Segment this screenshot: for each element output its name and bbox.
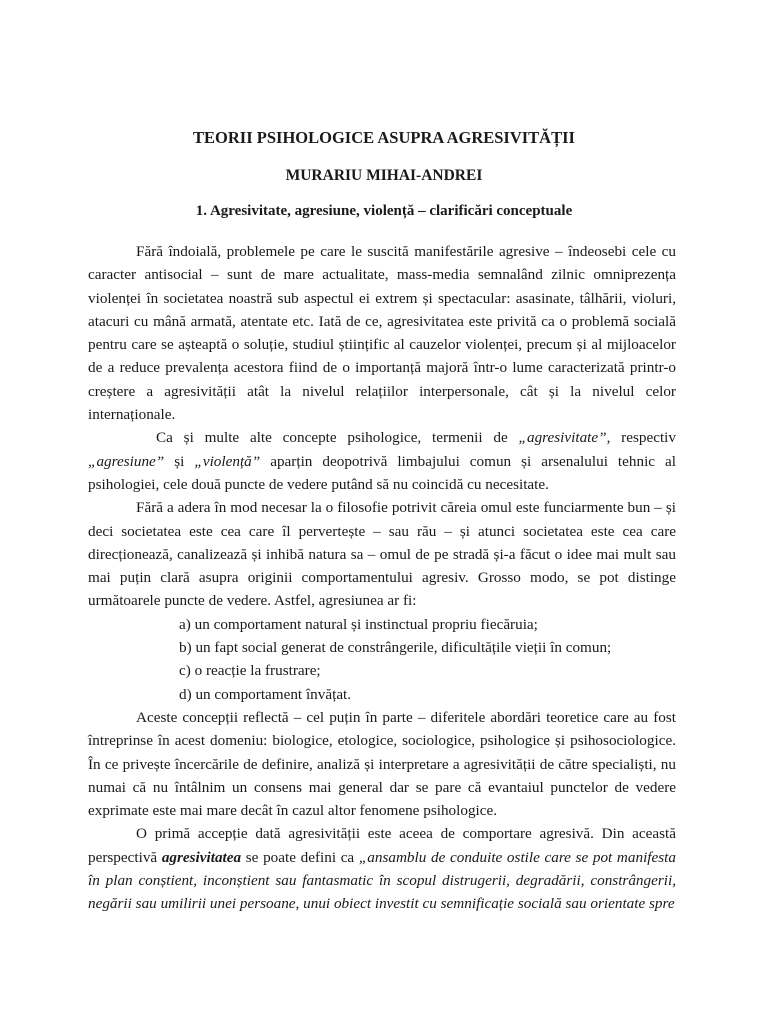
paragraph-3: Fără a adera în mod necesar la o filosofie potrivit căreia omul este funciarmente bun – și deci societatea este cea care îl pervertește – sau rău – și atunci societatea este cea care direcționează, canalizează și inhibă natura sa – omul de pe stradă și-a făcut o idee mai mult sau mai puțin clară asupra originii comportamentului agresiv. Grosso modo, se pot distinge următoarele puncte de vedere. Astfel, agresiunea ar fi: xyxy=(88,499,676,610)
text-run: Ca și multe alte concepte psihologice, termenii de xyxy=(156,429,519,447)
document-title: TEORII PSIHOLOGICE ASUPRA AGRESIVITĂȚII xyxy=(193,128,575,147)
aggression-views-list xyxy=(88,613,676,706)
definition-quote: „ansamblu de conduite ostile care se pot manifesta în plan conștient, inconștient sau fantasmatic în scopul distrugerii, degradării, constrângerii, negării sau umilirii unei persoane, unui obiect investit cu semnificație socială sau orientate spre xyxy=(88,848,676,913)
text-run: O primă accepție dată agresivității este aceea de comportare agresivă. Din această perspectivă xyxy=(88,825,676,866)
list-item: b) un fapt social generat de constrângerile, dificultățile vieții în comun; xyxy=(179,639,612,657)
term-agresivitate: „agresivitate” xyxy=(518,429,607,447)
text-run: , respectiv xyxy=(606,429,676,447)
list-item: c) o reacție la frustrare; xyxy=(179,662,321,680)
term-agresivitatea: agresivitatea xyxy=(161,848,242,866)
text-run: se poate defini ca xyxy=(241,848,359,866)
term-violenta: „violență” xyxy=(194,452,261,470)
list-item: d) un comportament învățat. xyxy=(179,685,352,703)
text-run: și xyxy=(164,452,195,470)
section-heading: 1. Agresivitate, agresiune, violență – clarificări conceptuale xyxy=(195,203,573,219)
term-agresiune: „agresiune” xyxy=(88,452,165,470)
text-run: aparțin deopotrivă limbajului comun și arsenalului tehnic al psihologiei, cele două puncte de vedere putând să nu coincidă cu necesitate. xyxy=(88,452,676,493)
list-item: a) un comportament natural și instinctual propriu fiecăruia; xyxy=(179,615,538,633)
paragraph-1: Fără îndoială, problemele pe care le suscită manifestările agresive – îndeosebi cele cu caracter antisocial – sunt de mare actualitate, mass-media semnalând zilnic omniprezența violenței în societatea noastră sub aspectul ei extrem și spectacular: asasinate, tâlhării, violuri, atacuri cu mână armată, atentate etc. Iată de ce, agresivitatea este privită ca o problemă socială pentru care se așteaptă o soluție, studiul științific al cauzelor violenței, precum și al mijloacelor de a reduce prevalența acestora fiind de o importanță majoră într-o lume caracterizată printr-o creștere a agresivității atât la nivelul relațiilor interpersonale, cât și la nivelul celor internaționale. xyxy=(88,243,676,424)
paragraph-5 xyxy=(88,822,676,915)
paragraph-4: Aceste concepții reflectă – cel puțin în parte – diferitele abordări teoretice care au fost întreprinse în acest domeniu: biologice, etologice, sociologice, psihologice și psihosociologice. În ce privește încercările de definire, analiză și interpretare a agresivității de către specialiști, nu numai că nu întâlnim un consens mai general dar se pare că evantaiul punctelor de vedere exprimate este mai mare decât în cazul altor fenomene psihologice. xyxy=(88,708,676,820)
document-body xyxy=(88,240,676,916)
author-name: MURARIU MIHAI-ANDREI xyxy=(285,167,483,184)
paragraph-2 xyxy=(88,426,676,496)
